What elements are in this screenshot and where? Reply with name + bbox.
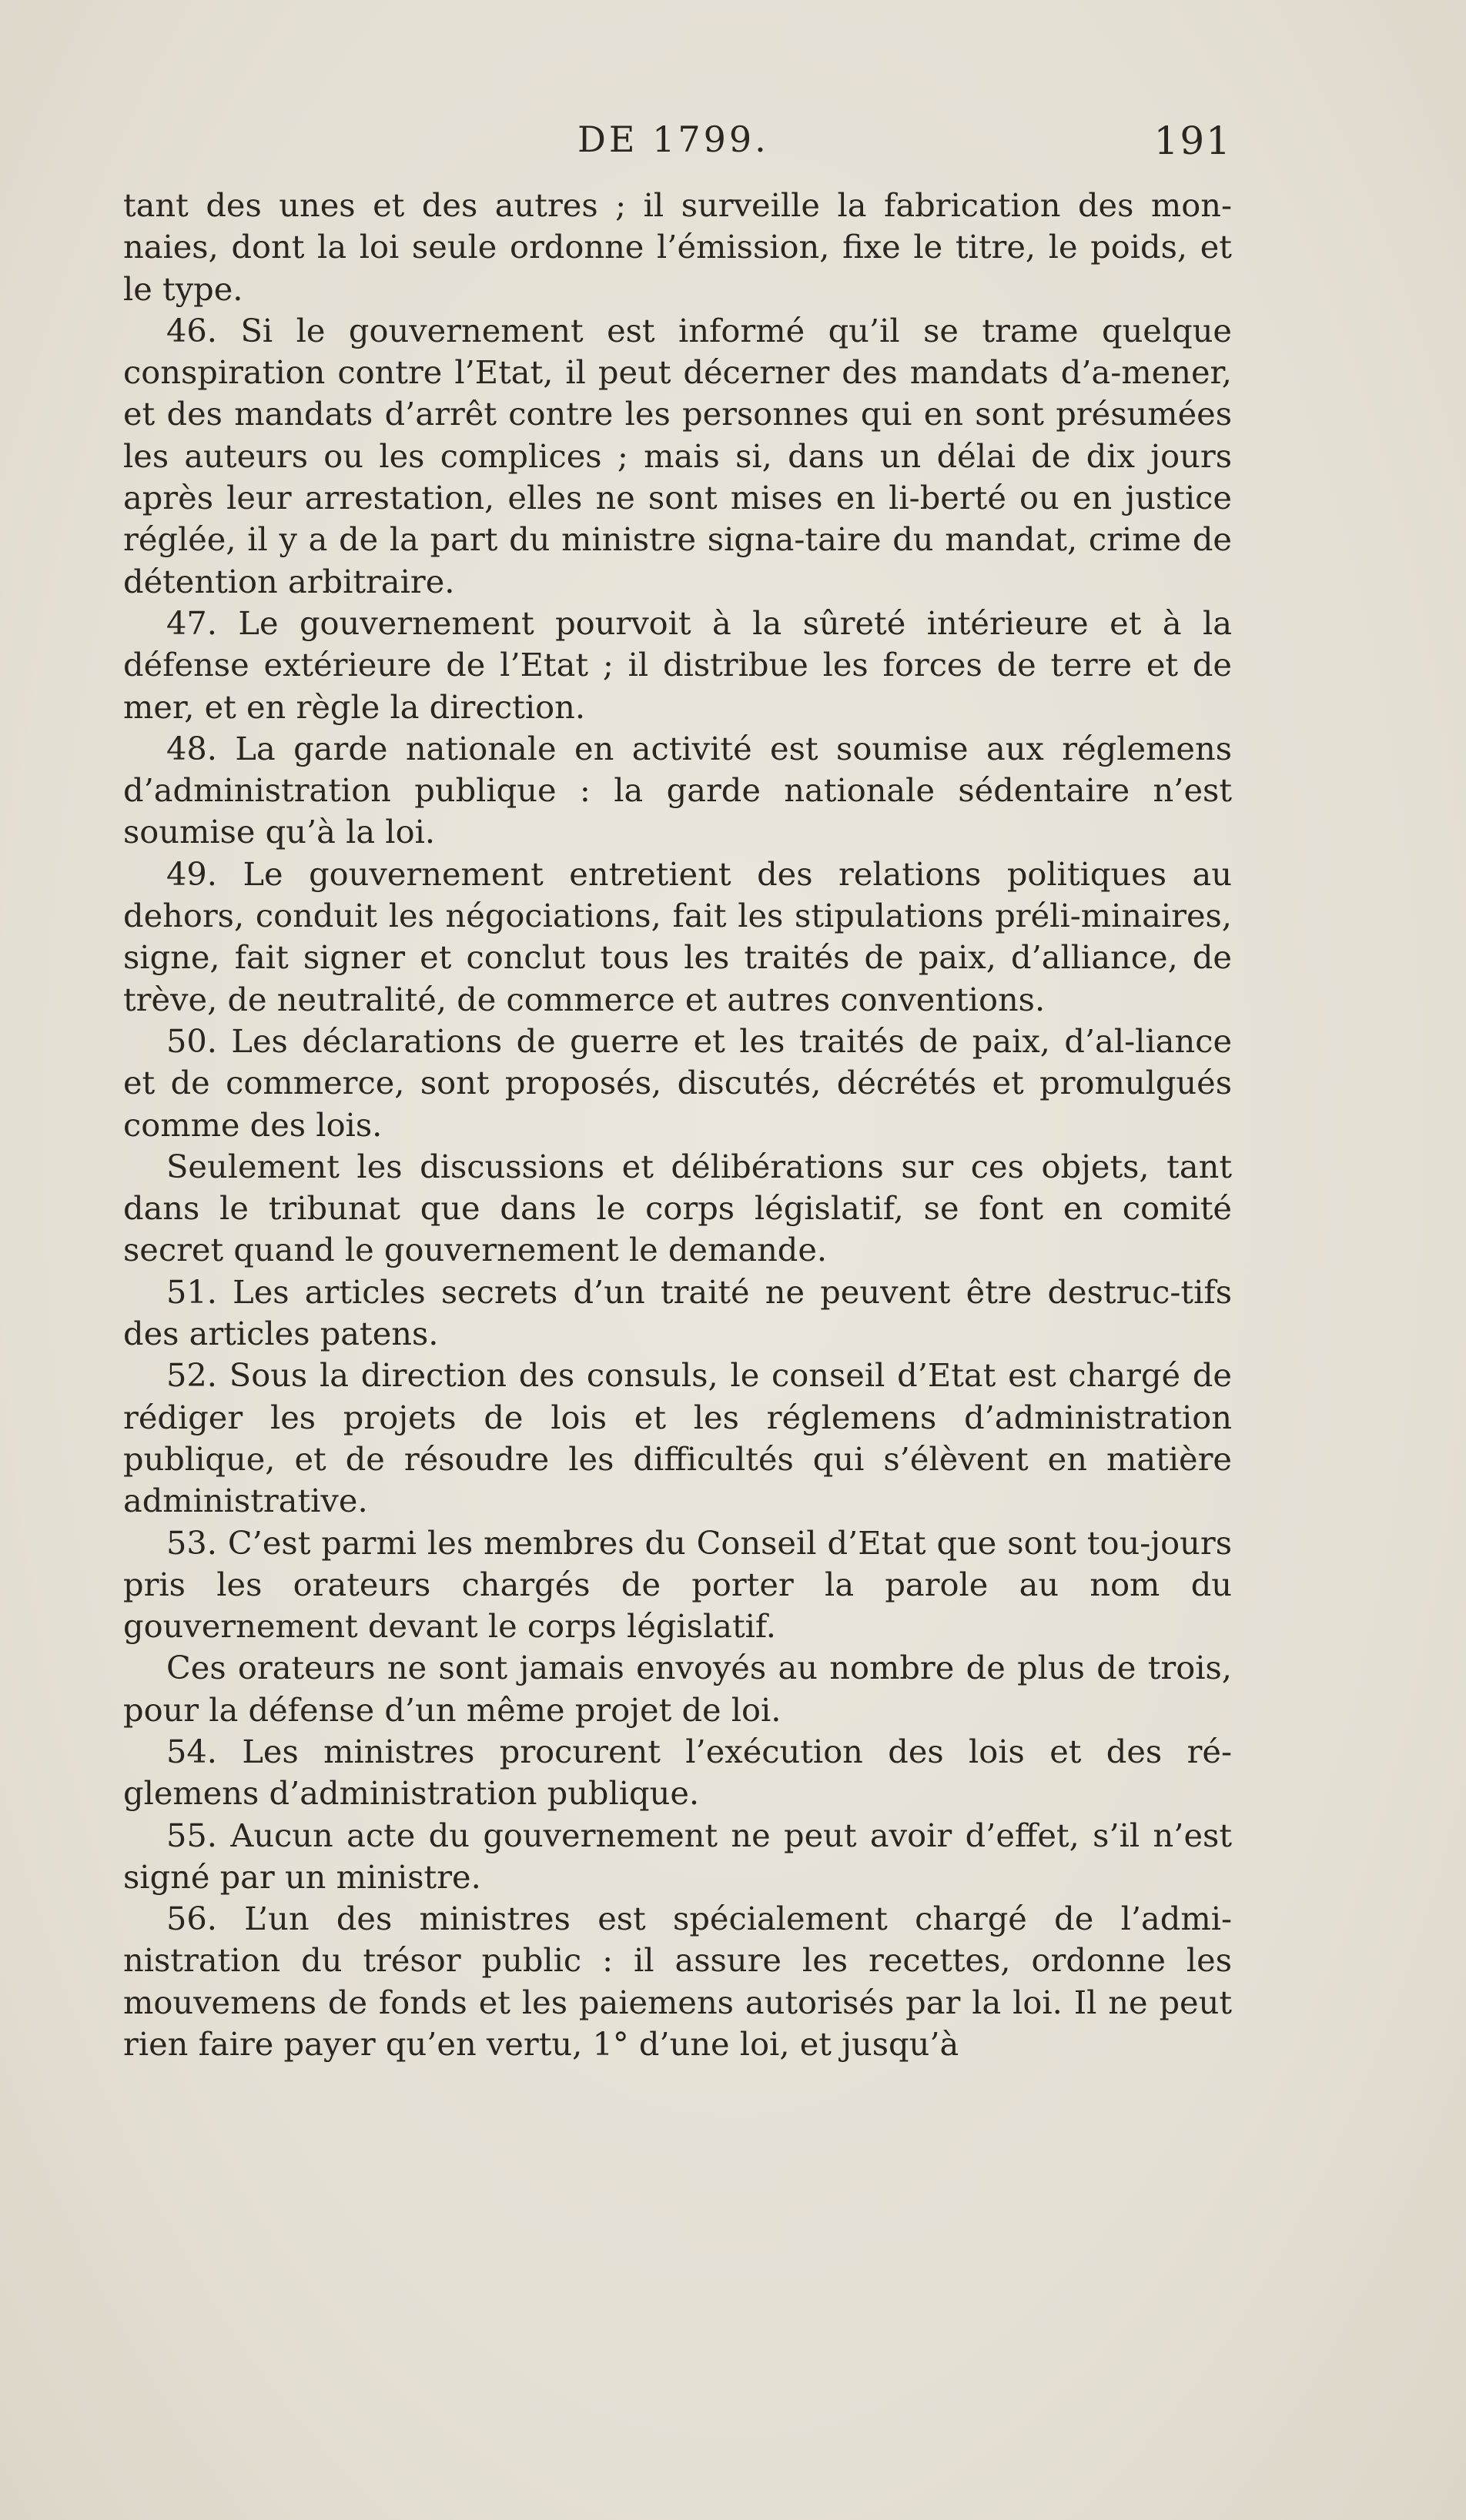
page-header [123,115,1232,169]
page-number: 191 [1153,119,1232,163]
article-48: 48. La garde nationale en activité est soumise aux réglemens d’administration publique : la garde nationale sédentaire n’est soumise qu’à la loi. [123,729,1232,851]
article-50: 50. Les déclarations de guerre et les traités de paix, d’al-liance et de commerce, sont proposés, discutés, décrétés et promulgués comme des lois. [123,1021,1232,1144]
article-55: 55. Aucun acte du gouvernement ne peut avoir d’effet, s’il n’est signé par un ministre. [123,1816,1232,1896]
article-50-continued: Seulement les discussions et délibérations sur ces objets, tant dans le tribunat que dans le corps législatif, se font en comité secret quand le gouvernement le demande. [123,1147,1232,1269]
article-51: 51. Les articles secrets d’un traité ne peuvent être destruc-tifs des articles patens. [123,1272,1232,1353]
article-56: 56. L’un des ministres est spécialement chargé de l’admi-nistration du trésor public : il assure les recettes, ordonne les mouvemens de fonds et les paiemens autorisés par la loi. Il ne peut rien faire payer qu’en vertu, 1° d’une loi, et jusqu’à [123,1900,1232,2064]
article-53: 53. C’est parmi les membres du Conseil d’Etat que sont tou-jours pris les orateurs chargés de porter la parole au nom du gouvernement devant le corps législatif. [123,1523,1232,1646]
article-54: 54. Les ministres procurent l’exécution des lois et des ré-glemens d’administration publique. [123,1732,1232,1813]
article-52: 52. Sous la direction des consuls, le conseil d’Etat est chargé de rédiger les projets de lois et les réglemens d’administration publique, et de résoudre les difficultés qui s’élèvent en matière administrative. [123,1356,1232,1520]
running-title: DE 1799. [577,119,769,160]
article-47: 47. Le gouvernement pourvoit à la sûreté intérieure et à la défense extérieure de l’Etat ; il distribue les forces de terre et de mer, et en règle la direction. [123,603,1232,726]
article-49: 49. Le gouvernement entretient des relations politiques au dehors, conduit les négociations, fait les stipulations préli-minaires, signe, fait signer et conclut tous les traités de paix, d’alliance, de trève, de neutralité, de commerce et autres conventions. [123,854,1232,1018]
article-46: 46. Si le gouvernement est informé qu’il se trame quelque conspiration contre l’Etat, il peut décerner des mandats d’a-mener, et des mandats d’arrêt contre les personnes qui en sont présumées les auteurs ou les complices ; mais si, dans un délai de dix jours après leur arrestation, elles ne sont mises en li-berté ou en justice réglée, il y a de la part du ministre signa-taire du mandat, crime de détention arbitraire. [123,311,1232,600]
article-53-continued: Ces orateurs ne sont jamais envoyés au nombre de plus de trois, pour la défense d’un même projet de loi. [123,1649,1232,1729]
body-text [123,185,1232,2065]
paragraph-continuation: tant des unes et des autres ; il surveille la fabrication des mon-naies, dont la loi seule ordonne l’émission, fixe le titre, le poids, et le type. [123,186,1232,308]
